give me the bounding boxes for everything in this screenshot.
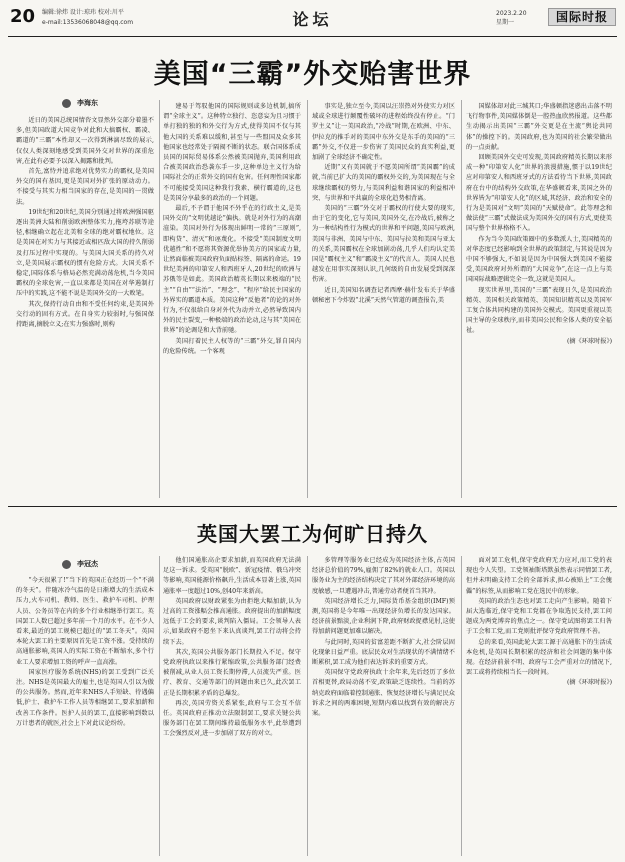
section-title: 论坛	[292, 10, 333, 29]
column-divider	[159, 556, 160, 856]
paragraph: 美国的“三霸”外交对于霸权的行使大要的现实,由于它的变化,它与美国,美国外交,在冷战后,被称之为一种结构性行为模式的世界和平问题,美国与欧洲,美国与非洲、美国与中东、美国与拉美和美国与亚太的关系,美国霸权在全球加剧动荡,几乎人们均认定美国是“霸权主义”和“霸凌主义”的代言人。美国人民也越发在用事实深刻认识,几何级的自由发展受到深深伤害。	[312, 205, 455, 284]
paragraph: 其次,保持行动自由和不受任何约束,是美国外交行动的固有方式。在自身实力较弱时,与强国保持距离,摘脱立义;在实力强盛时,则构	[16, 300, 154, 329]
paragraph: 近日的美国总统国情咨文显然外交部分着墨不多,但美国政道大国竞争对此和大搞霸权、霸凌、霸道的“三霸”本性却又一次得到淋漓尽致的展示,仅仅人类深刻地感受到美国外交对世界的深重危害,在此有必要予以深入揭露和批判。	[16, 117, 154, 165]
paragraph: 回顾美国外交史可发现,美国政府精英长期以来形成一种“印第安人化”世界的浪漫措施,惯于以19世纪应对印第安人和西班牙式的方法看待当下世界,美国政府在台中的结构外交政策,在华盛顿看来,美国之外的世界皆为“印第安人化”的区域,其经济、政治和安全的行为是美国对“文明”美国的“天赋使命”。此等理念和做法使“三霸”式做法成为美国外交的国有方式,更使美国与整个世界格格不入。	[466, 154, 612, 233]
article1-byline	[62, 98, 98, 108]
article1-source: (摘《环球时报》)	[566, 337, 612, 345]
paragraph: 建易于驾驭他国的国际规则或多边机制,搞所谓“全球主义”。这种特立独行、恣意妄为且习惯于单打独的独的和外交行为方式,使得美国不仅与其他大国的关系难以缓和,甚至与一些盟国及众多其他国家也经常处于隔阂不断的状态。联合国体系成员国的国际贸易体系公然被美国抛弃,美国利用政合被美国政治恐袭东手一步,这种单边主义行为给国际社会的正常外交的国有危害。任何理性国家都不可能接受美国这种我行我素、横行霸道的,这也是美国分享最多的政治的一个问题。	[163, 103, 301, 202]
column-divider	[461, 556, 462, 856]
paragraph: 英国保守党政府执政十余年来,先后经历了多位首相更替,政局动荡不安,政策缺乏连续性。当前的苏纳克政府面临着控制通胀、恢复经济增长与满足民众诉求之间的两难困境,短期内难以找到有效的解决方案。	[312, 669, 455, 718]
paragraph: 美国打着民主人权等的“三霸”外交,罪自国内的危险传统。一个客观	[163, 337, 301, 355]
paragraph: 面对罢工危机,保守党政府无力应对,而工党的表现也令人失望。工党领袖斯塔默虽然表示同情罢工者,但并未明确支持工会的全部诉求,担心被贴上“工会傀儡”的标签,从而影响工党在选民中的形象。	[466, 557, 612, 595]
article2-column-1	[16, 576, 154, 856]
article1-column-1	[16, 116, 154, 498]
paragraph: 现实世界里,美国的“三霸”表现日久,是美国政治精英、美国相关政策精英、美国知识精英以及美国军工复合体共同构建的美国外交模式。美国更重视以美国主导的全球秩序,而非美国公民和全体人类的安全福祉。	[466, 286, 612, 335]
column-divider	[307, 100, 308, 498]
paragraph: 其次,英国公共服务部门长期投入不足。保守党政府执政以来推行紧缩政策,公共服务部门经费被削减,从业人员工资长期停滞,人员流失严重。医疗、教育、交通等部门的问题由来已久,此次罢工正是长期积累矛盾的总爆发。	[163, 648, 301, 697]
article-divider	[8, 506, 617, 507]
article1-column-4	[466, 102, 612, 502]
paragraph: 19世纪和20世纪,美国分别通过将欧洲强国驱逐出美洲大陆和削弱欧洲整体实力,拖垮苏联等途径,相继确立起在北美和全球的绝对霸权地位。这是美国在对实力与其接近或相匹敌大国的持久削弱及打压过程中实现的。与美国大国关系的持久对立,是美国展示霸权的惯有危险方式。大国关系不稳定,国际体系与格局必然充满动荡危机,当今美国霸权的全球危害,一直以来都是美国在对华遏制打压中的实践,这不能不说是美国外交的一大败笔。	[16, 208, 154, 298]
paragraph: 国家医疗服务系统(NHS)的罢工受到广泛关注。NHS是英国最大的雇主,也是英国人引以为傲的公共服务。然而,近年来NHS人手短缺、待遇偏低,护士、救护车工作人员等相继罢工,要求加薪和改善工作条件。医护人员的罢工,直接影响到数以万计患者的就医,社会上下对此议论纷纷。	[16, 668, 154, 727]
article2-source: (摘《环球时报》)	[566, 679, 612, 687]
paragraph: “今天很累了!”当下的英国正在经历一个“不满的冬天”。伴随冰冷气温的是日渐增大的生活成本压力,火车司机、教师、医生、救护车司机、护理人员、公务员等在内的多个行业相继举行罢工。英国罢工人数已超过多年前一个月的水平。在不少人看来,最近的罢工规模已超过的“罢工冬天”。英国本轮大罢工的主要原因首先是工资不涨。受持续的高通胀影响,英国人的实际工资在不断缩水,多个行业工人要求增加工资的呼声一直高涨。	[16, 577, 154, 666]
editor-line: 编辑:徐炜 设计:琼玮 校对:川平	[42, 9, 124, 16]
paragraph: 英国经济增长乏力,国际货币基金组织(IMF)预测,英国将是今年唯一出现经济负增长的发达国家。经济前景黯淡,企业利润下降,政府财政捉襟见肘,这使得加薪问题更加难以解决。	[312, 597, 455, 636]
paragraph: 再次,英国劳资关系紧张,政府与工会互不信任。英国政府正推动立法限制罢工,要求关键公共服务部门在罢工期间维持最低服务水平,此举遭到工会强烈反对,进一步加剧了双方的对立。	[163, 699, 301, 738]
paragraph: 作为当今美国政策圈中的多数派人士,美国精英的对华态度已经影响到全世界的政策制定,与其说是因为中国不够强大,不如说是因为中国强大到美国不能接受,美国政府对外所谓的“大国竞争”,在这一点上与美国国际战略逻辑完全一致,这就是美国人。	[466, 235, 612, 284]
column-divider	[307, 556, 308, 856]
header-rule	[8, 36, 617, 37]
paragraph: 近日,美国知名调查记者西摩·赫什发布关于华盛顿秘密下令炸毁“北溪”天然气管道的调查报告,美	[312, 286, 455, 304]
article1-column-3	[312, 102, 455, 498]
article2-column-3	[312, 556, 455, 856]
paper-logo: 国际时报	[548, 8, 616, 26]
issue-date	[496, 9, 527, 27]
paragraph: 他们国通胀高企要求加薪,而英国政府无法满足这一诉求。受英国“脱欧”、新冠疫情、俄乌冲突等影响,英国能源价格飙升,生活成本显著上涨,英国通胀率一度超过10%,创40年来新高。	[163, 557, 301, 595]
paragraph: 事实是,独立至今,美国以汪崇热对外使实力对区域或全球进行颠覆性破坏的进程始终没有停止。“门罗主义”让一美国政治,“冷战”时期,在欧洲、中东、伊拉克的推手对的美国中东外交是东手的美国的“三霸”外交,不仅进一步伤害了美国民众的真实利益,更加剧了全球经济不确定性。	[312, 103, 455, 162]
article2-column-4	[466, 556, 612, 856]
author-pen-icon	[62, 99, 71, 108]
article1-author: 李海东	[77, 99, 98, 107]
article1-column-2	[163, 102, 301, 498]
weekday-text: 星期一	[496, 19, 515, 26]
column-divider	[461, 100, 462, 498]
article1-title: 美国“三霸”外交贻害世界	[153, 59, 472, 90]
paragraph: 国媒体却对此三缄其口;华盛顿指迷惑出击落不明飞行物事件,美国媒体倒是一腔热血欣然报道。这些都生动揭示出美国“三霸”外交更是在主流“舆论共同体”的操控下的。美国政府,也为美国的社会繁荣做出的一点贡献。	[466, 103, 612, 151]
paragraph: 与此同时,英国的贫富差距不断扩大,社会阶层固化现象日益严重。底层民众对生活现状的不满情绪不断累积,罢工成为他们表达诉求的重要方式。	[312, 638, 455, 667]
paragraph: 英国政府以财政紧张为由拒绝大幅加薪,认为过高的工资涨幅会推高通胀。政府提出的加薪幅度远低于工会的要求,谈判陷入僵局。工会领导人表示,如果政府不愿坐下来认真谈判,罢工行动将会持续下去。	[163, 597, 301, 646]
paragraph: 多管理等服务业已经成为英国经济主体,占英国经济总价值的79%,雇佣了82%的就业人口。英国以服务业为主的经济结构决定了其对外部经济环境的高度敏感,一旦遭遇冲击,普通劳动者便首当其冲。	[312, 557, 455, 595]
author-pen-icon	[62, 560, 71, 569]
paragraph: 最后,不予谓于他国不外乎在的行政主义,是美国外交的“文明优越论”偏执。就是对外行为的高潮渲染。美国对外行为体现出鲜明一常的“三原则”,即构贷“、清灭”和诬蔑化。不接受“美国制度文明优越性”和不愿将其资源优举协美方的国家或力量,让然面临被美国政府负面贴标签、隔离的命运。19世纪美洲的印第安人和西班牙人,20世纪的欧洲与苏俄等是如此。美国政治精英长期以来极端的“民主”“自由”“法治”、“理念”、“程序”给民主国家的外界实的霸道本质。美国这种“反他者”的论的对外行为,不仅很给自身对外代为动并立,必然导致国内外的民主裂变,一种极端的政治论动,这与其“美国在世界”的论调是和大背前驰。	[163, 205, 301, 335]
page-number: 20	[10, 6, 36, 27]
paragraph: 英国的政治生态也对罢工走向产生影响。随着下届大选临近,保守党和工党都在争取选民支持,罢工问题成为两党博弈的焦点之一。保守党试图将罢工归咎于工会和工党,而工党则批评保守党政府管理不善。	[466, 597, 612, 636]
article2-author: 李冠杰	[77, 560, 98, 568]
paragraph: 总的来看,英国此轮大罢工源于高通胀下的生活成本危机,是英国长期积累的经济和社会问题的集中体现。在经济前景不明、政府与工会严重对立的情况下,罢工或将持续相当长一段时间。	[466, 638, 612, 677]
article2-title: 英国大罢工为何旷日持久	[197, 522, 428, 546]
paragraph: 近期“又有美国就于不愿美国所谓“美国霸”的成就,当前已扩大的美国的霸权外交的,为美国现在与全球继续霸权的努力,与美国利益和谐国家的利益相冲突、与世界和平共赢的全球化趋势相背离。	[312, 164, 455, 202]
date-text: 2023.2.20	[496, 10, 527, 17]
page-header	[0, 0, 625, 38]
article2-byline	[62, 559, 98, 569]
article2-column-2	[163, 556, 301, 856]
editor-email: e-mail:13536068048@qq.com	[42, 19, 134, 26]
column-divider	[159, 100, 160, 498]
paragraph: 首先,富恃并追求绝对优势实力的霸权,是美国外交的国有基因,更是美国对外扩张的原动动力。不接受与其实力相当国家的存在,是美国的一贯做法。	[16, 168, 154, 206]
